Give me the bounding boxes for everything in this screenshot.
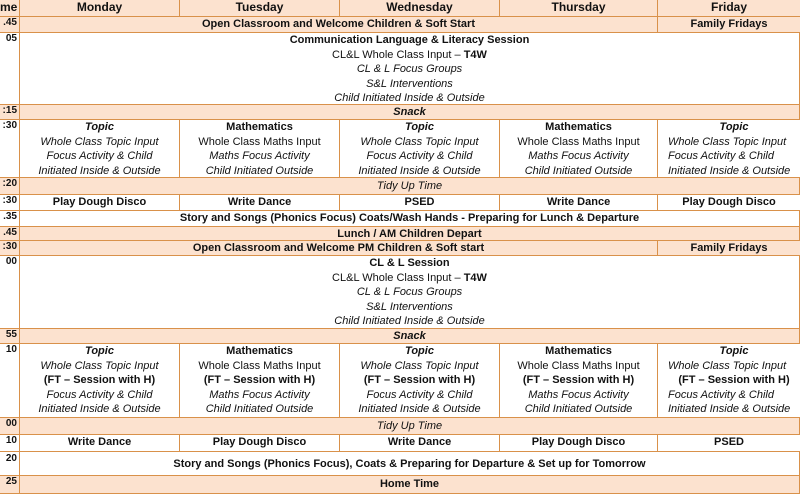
cell-line: Whole Class Maths Input	[198, 135, 321, 148]
cell-title: Topic	[405, 345, 434, 357]
day-header-monday: Monday	[20, 0, 180, 17]
time-cell: 10	[0, 435, 20, 452]
time-cell: .45	[0, 227, 20, 241]
time-cell: 55	[0, 329, 20, 344]
cell-title: Mathematics	[226, 121, 293, 133]
row-lunch	[0, 227, 800, 241]
row-topic-maths-am	[0, 120, 800, 178]
row-topic-maths-pm	[0, 344, 800, 418]
row-tidy-up-pm	[0, 418, 800, 435]
cell-title: Mathematics	[226, 345, 293, 357]
session-title: CL & L Session	[369, 257, 450, 269]
wednesday-cell	[340, 120, 500, 178]
session-cell: Open Classroom and Welcome Children & Soft Start	[20, 17, 658, 33]
cell-line: Maths Focus Activity	[528, 150, 629, 162]
session-line: Child Initiated Inside & Outside	[334, 92, 485, 104]
row-activities-am	[0, 195, 800, 211]
cell-line: Whole Class Topic Input	[40, 359, 159, 372]
session-cell: Story and Songs (Phonics Focus) Coats/Wash Hands - Preparing for Lunch & Departure	[20, 211, 800, 227]
day-header-friday: Friday	[658, 0, 800, 17]
time-cell: 05	[0, 33, 20, 105]
tuesday-cell: Play Dough Disco	[180, 435, 340, 452]
input-bold: T4W	[463, 48, 487, 61]
friday-cell: PSED	[658, 435, 800, 452]
time-cell: :30	[0, 241, 20, 256]
input-prefix: CL&L Whole Class Input –	[332, 48, 464, 61]
time-cell: 25	[0, 476, 20, 494]
session-line: S&L Interventions	[366, 300, 453, 313]
cell-line: Focus Activity & Child	[46, 150, 153, 162]
cell-line: Whole Class Topic Input	[360, 359, 479, 372]
friday-cell	[658, 120, 800, 178]
row-open-classroom-am	[0, 17, 800, 33]
session-line: CL & L Focus Groups	[356, 63, 463, 75]
time-cell: 20	[0, 452, 20, 476]
input-bold: T4W	[463, 271, 487, 284]
cell-line: Initiated Inside & Outside	[38, 164, 161, 177]
day-header-tuesday: Tuesday	[180, 0, 340, 17]
time-cell: :30	[0, 195, 20, 211]
cell-line: Focus Activity & Child	[366, 388, 473, 401]
cell-line: Initiated Inside & Outside	[668, 403, 791, 415]
cell-line: Focus Activity & Child	[668, 388, 774, 401]
day-header-wednesday: Wednesday	[340, 0, 500, 17]
monday-cell	[20, 344, 180, 418]
session-cell: Story and Songs (Phonics Focus), Coats & Preparing for Departure & Set up for Tomorrow	[20, 452, 800, 476]
cell-title: Mathematics	[545, 121, 612, 133]
session-cell: Home Time	[20, 476, 800, 494]
session-line: CL & L Focus Groups	[356, 286, 463, 298]
row-cll-session	[0, 33, 800, 105]
cell-line: Child Initiated Outside	[205, 403, 314, 415]
cell-title: Topic	[405, 121, 434, 133]
cell-line: Focus Activity & Child	[46, 388, 153, 401]
time-cell: 10	[0, 344, 20, 418]
session-cell: Snack	[20, 329, 800, 344]
session-cell: Tidy Up Time	[20, 178, 800, 195]
session-line: S&L Interventions	[366, 77, 453, 90]
cell-title: Topic	[85, 345, 114, 357]
tuesday-cell	[180, 344, 340, 418]
cell-line: Whole Class Maths Input	[517, 135, 640, 148]
cell-line: Initiated Inside & Outside	[358, 403, 481, 415]
session-title: Communication Language & Literacy Session	[289, 34, 530, 46]
thursday-cell: Play Dough Disco	[500, 435, 658, 452]
tuesday-cell: Write Dance	[180, 195, 340, 211]
thursday-cell	[500, 120, 658, 178]
row-open-classroom-pm	[0, 241, 800, 256]
cell-line: (FT – Session with H)	[363, 374, 476, 386]
cell-line: (FT – Session with H)	[678, 374, 790, 386]
cell-line: Whole Class Maths Input	[198, 359, 321, 372]
thursday-cell	[500, 344, 658, 418]
monday-cell	[20, 120, 180, 178]
row-home-time	[0, 476, 800, 494]
row-cl-l-session	[0, 256, 800, 329]
cell-line: Maths Focus Activity	[209, 388, 310, 401]
cell-title: Topic	[719, 345, 749, 357]
wednesday-cell	[340, 344, 500, 418]
session-cell: Tidy Up Time	[20, 418, 800, 435]
cell-line: Whole Class Topic Input	[360, 135, 479, 148]
cell-line: Initiated Inside & Outside	[358, 164, 481, 177]
cell-line: Child Initiated Outside	[524, 164, 633, 177]
friday-cell: Family Fridays	[658, 241, 800, 256]
time-cell: .35	[0, 211, 20, 227]
wednesday-cell: Write Dance	[340, 435, 500, 452]
session-cell: Open Classroom and Welcome PM Children & Soft start	[20, 241, 658, 256]
row-story-songs-am	[0, 211, 800, 227]
input-prefix: CL&L Whole Class Input –	[332, 271, 464, 284]
cell-line: Maths Focus Activity	[528, 388, 629, 401]
cell-title: Topic	[85, 121, 114, 133]
row-snack-am	[0, 105, 800, 120]
time-cell: :30	[0, 120, 20, 178]
session-cell: Snack	[20, 105, 800, 120]
cell-line: Focus Activity & Child	[668, 150, 774, 162]
cell-line: (FT – Session with H)	[203, 374, 316, 386]
cell-line: Whole Class Topic Input	[668, 135, 787, 148]
header-row	[0, 0, 800, 17]
friday-cell	[658, 344, 800, 418]
wednesday-cell: PSED	[340, 195, 500, 211]
cell-line: (FT – Session with H)	[43, 374, 156, 386]
friday-cell: Play Dough Disco	[658, 195, 800, 211]
time-cell: .45	[0, 17, 20, 33]
time-cell: :20	[0, 178, 20, 195]
session-line	[20, 48, 799, 63]
row-snack-pm	[0, 329, 800, 344]
cell-line: Maths Focus Activity	[209, 150, 310, 162]
cell-line: Whole Class Maths Input	[517, 359, 640, 372]
cell-line: Initiated Inside & Outside	[38, 403, 161, 415]
session-cell	[20, 33, 800, 105]
cell-line: Child Initiated Outside	[205, 164, 314, 177]
time-cell: me	[0, 0, 20, 17]
thursday-cell: Write Dance	[500, 195, 658, 211]
session-line	[20, 271, 799, 286]
session-line: Child Initiated Inside & Outside	[334, 315, 485, 327]
cell-title: Topic	[719, 121, 749, 133]
monday-cell: Write Dance	[20, 435, 180, 452]
monday-cell: Play Dough Disco	[20, 195, 180, 211]
cell-line: Focus Activity & Child	[366, 150, 473, 162]
cell-line: Whole Class Topic Input	[40, 135, 159, 148]
row-story-songs-pm	[0, 452, 800, 476]
cell-line: (FT – Session with H)	[522, 374, 635, 386]
row-activities-pm	[0, 435, 800, 452]
cell-line: Child Initiated Outside	[524, 403, 633, 415]
time-cell: :15	[0, 105, 20, 120]
cell-line: Initiated Inside & Outside	[668, 164, 791, 177]
cell-title: Mathematics	[545, 345, 612, 357]
tuesday-cell	[180, 120, 340, 178]
row-tidy-up-am	[0, 178, 800, 195]
session-cell	[20, 256, 800, 329]
session-cell: Lunch / AM Children Depart	[20, 227, 800, 241]
time-cell: 00	[0, 418, 20, 435]
cell-line: Whole Class Topic Input	[668, 359, 787, 372]
time-cell: 00	[0, 256, 20, 329]
day-header-thursday: Thursday	[500, 0, 658, 17]
friday-cell: Family Fridays	[658, 17, 800, 33]
